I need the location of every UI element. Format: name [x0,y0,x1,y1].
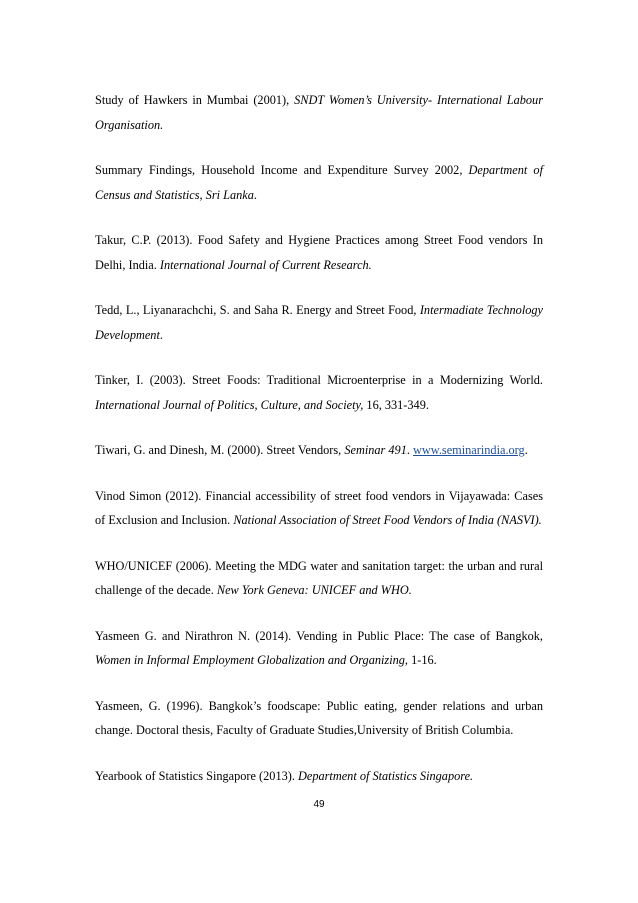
reference-source: Women in Informal Employment Globalization and Organizing [95,653,405,667]
reference-entry [95,228,543,277]
reference-entry [95,438,543,463]
reference-text: Takur, C.P. (2013). Food Safety and Hygiene Practices among Street Food vendors In Delhi, India. [95,233,543,272]
reference-source: National Association of Street Food Vendors of India (NASVI). [233,513,542,527]
reference-source: Intermadiate Technology Development [95,303,543,342]
reference-link[interactable]: www.seminarindia.org [413,443,525,457]
reference-source: Department of Statistics Singapore. [298,768,474,783]
reference-entry [95,298,543,347]
reference-text: . [253,187,257,202]
reference-text: . [159,327,163,342]
reference-text: 16, 331-349. [363,397,429,412]
reference-text: Tinker, I. (2003). Street Foods: Traditional Microenterprise in a Modernizing World. [95,373,543,387]
reference-text: Tiwari, G. and Dinesh, M. (2000). Street Vendors, [95,443,345,457]
reference-text: WHO/UNICEF (2006). Meeting the MDG water and sanitation target: the urban and rural challenge of the decade. [95,558,543,597]
reference-list [95,88,543,788]
reference-text: Study of Hawkers in Mumbai (2001), [95,93,295,107]
reference-entry [95,554,543,603]
reference-text: Yasmeen, G. (1996). Bangkok’s foodscape: Public eating, gender relations and urban change. Doctoral thesis, Faculty of Graduate Studies,University of British Columbia. [95,698,543,737]
page-number: 49 [313,799,325,810]
reference-entry [95,764,543,789]
reference-text: . [406,443,414,457]
reference-source: Seminar 491 [344,443,407,457]
reference-entry [95,694,543,743]
reference-entry [95,158,543,207]
reference-text: Yasmeen G. and Nirathron N. (2014). Vending in Public Place: The case of Bangkok, [95,628,543,643]
reference-source: International Journal of Politics, Culture, and Society, [95,397,364,412]
reference-source: International Journal of Current Research. [159,257,372,272]
reference-source: New York Geneva: UNICEF and WHO. [216,583,412,597]
reference-text: Vinod Simon (2012). Financial accessibility of street food vendors in Vijayawada: Cases of Exclusion and Inclusion. [95,488,543,527]
reference-source: SNDT Women’s University- International Labour Organisation. [95,93,543,132]
reference-entry [95,368,543,417]
reference-entry [95,624,543,673]
reference-text: , 1-16. [404,653,437,667]
reference-text: Yearbook of Statistics Singapore (2013). [95,768,298,783]
reference-text: . [524,443,528,457]
reference-entry [95,88,543,137]
reference-entry [95,484,543,533]
reference-text: Tedd, L., Liyanarachchi, S. and Saha R. Energy and Street Food, [95,303,420,317]
reference-source: Department of Census and Statistics, Sri Lanka [95,163,543,202]
reference-text: Summary Findings, Household Income and Expenditure Survey 2002, [95,163,469,177]
